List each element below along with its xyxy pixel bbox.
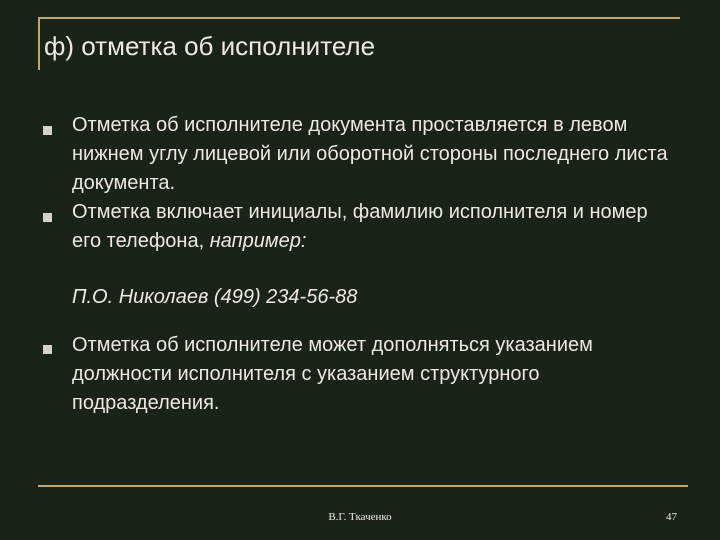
bullet-text-2 — [72, 198, 682, 256]
frame-left-line — [38, 17, 40, 70]
bullet-text-2-emphasis: например: — [209, 230, 307, 252]
page-number: 47 — [666, 511, 677, 523]
slide-title: ф) отметка об исполнителе — [44, 31, 376, 61]
bullet-text-2-main: Отметка включает инициалы, фамилию исполнителя и номер его телефона, — [72, 201, 648, 252]
bullet-marker-3 — [43, 345, 52, 354]
bullet-marker-1 — [43, 126, 52, 135]
bullet-text-1: Отметка об исполнителе документа проставляется в левом нижнем углу лицевой или оборотной стороны последнего листа документа. — [72, 114, 668, 194]
footer-divider-line — [38, 485, 688, 487]
footer-author: В.Г. Ткаченко — [328, 511, 392, 523]
bullet-marker-2 — [43, 213, 52, 222]
frame-top-line — [38, 17, 680, 19]
bullet-text-3: Отметка об исполнителе может дополняться указанием должности исполнителя с указанием структурного подразделения. — [72, 334, 593, 414]
example-contact: П.О. Николаев (499) 234-56-88 — [72, 286, 358, 308]
